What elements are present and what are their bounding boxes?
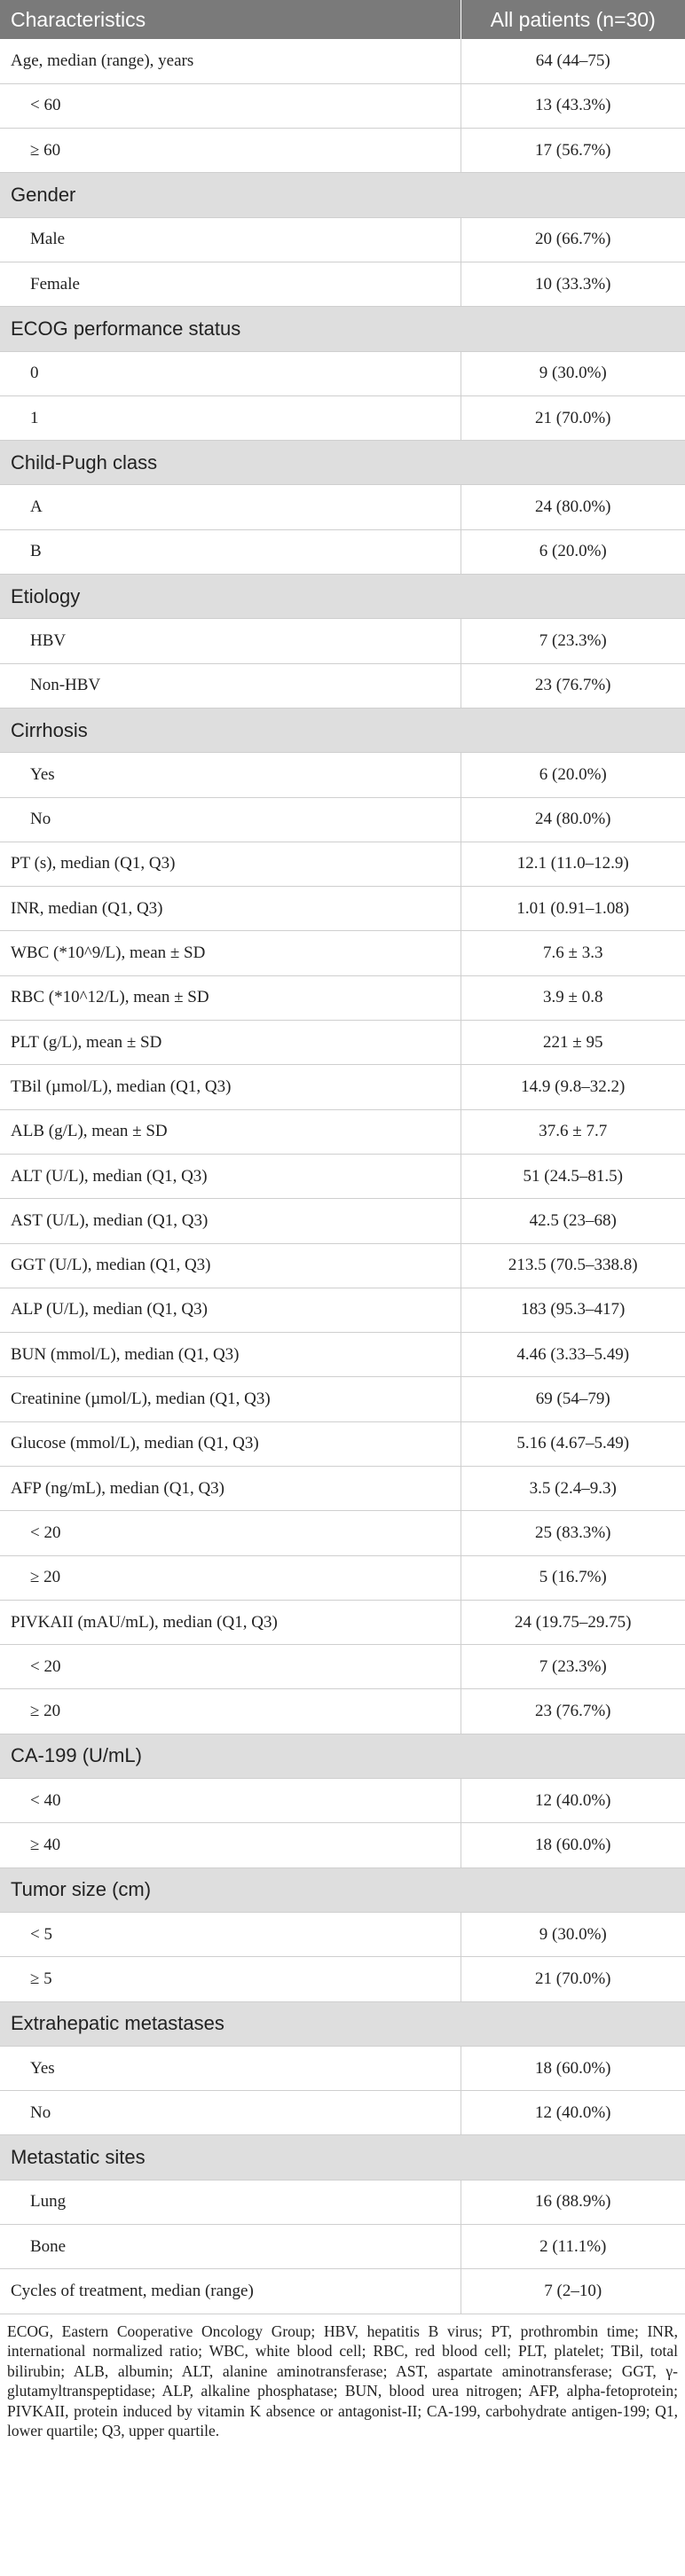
header-characteristics: Characteristics [0,0,461,39]
table-subrow [0,619,685,663]
row-value: 10 (33.3%) [461,262,685,306]
row-label: ≥ 20 [0,1555,461,1600]
table-row [0,1467,685,1511]
row-value: 12.1 (11.0–12.9) [461,842,685,886]
section-label: Child-Pugh class [0,441,461,485]
row-value: 7 (23.3%) [461,619,685,663]
table-subrow [0,2091,685,2135]
row-label: ALB (g/L), mean ± SD [0,1109,461,1154]
table-subrow [0,529,685,574]
section-header-row [0,173,685,217]
row-value: 5 (16.7%) [461,1555,685,1600]
section-header-row [0,1734,685,1778]
table-subrow [0,663,685,708]
row-value: 18 (60.0%) [461,2046,685,2090]
table-subrow [0,2046,685,2090]
row-label: Bone [0,2225,461,2269]
row-label: AST (U/L), median (Q1, Q3) [0,1199,461,1243]
row-label: B [0,529,461,574]
row-label: No [0,2091,461,2135]
row-value: 183 (95.3–417) [461,1288,685,1332]
row-value: 221 ± 95 [461,1021,685,1065]
table-body [0,39,685,2314]
row-label: GGT (U/L), median (Q1, Q3) [0,1243,461,1288]
row-value: 4.46 (3.33–5.49) [461,1333,685,1377]
table-row [0,1333,685,1377]
header-all-patients: All patients (n=30) [490,7,656,31]
row-value: 51 (24.5–81.5) [461,1154,685,1198]
table-subrow [0,351,685,395]
table-row [0,1421,685,1466]
row-label: Yes [0,753,461,797]
section-value-blank [461,441,685,485]
section-label: Etiology [0,575,461,619]
table-subrow [0,2225,685,2269]
row-value: 9 (30.0%) [461,1912,685,1956]
table-subrow [0,1779,685,1823]
row-label: Lung [0,2180,461,2224]
row-label: No [0,797,461,842]
row-label: < 60 [0,83,461,128]
row-value: 7 (23.3%) [461,1645,685,1689]
row-value: 23 (76.7%) [461,1689,685,1734]
section-value-blank [461,708,685,752]
row-label: HBV [0,619,461,663]
row-label: Creatinine (µmol/L), median (Q1, Q3) [0,1377,461,1421]
row-label: PIVKAII (mAU/mL), median (Q1, Q3) [0,1600,461,1644]
section-header-row [0,2135,685,2180]
section-label: ECOG performance status [0,307,461,351]
section-label: Cirrhosis [0,708,461,752]
section-label: Metastatic sites [0,2135,461,2180]
section-header-row [0,575,685,619]
table-row [0,1154,685,1198]
row-label: ≥ 40 [0,1823,461,1867]
row-label: RBC (*10^12/L), mean ± SD [0,975,461,1020]
table-subrow [0,262,685,306]
row-value: 12 (40.0%) [461,2091,685,2135]
row-value: 7 (2–10) [461,2269,685,2314]
table-subrow [0,217,685,262]
table-row [0,39,685,83]
table-row [0,931,685,975]
row-label: Male [0,217,461,262]
row-value: 14.9 (9.8–32.2) [461,1065,685,1109]
section-header-row [0,708,685,752]
section-label: CA-199 (U/mL) [0,1734,461,1778]
section-label: Extrahepatic metastases [0,2001,461,2046]
table-subrow [0,129,685,173]
section-header-row [0,441,685,485]
row-value: 42.5 (23–68) [461,1199,685,1243]
row-label: ≥ 5 [0,1957,461,2001]
table-subrow [0,485,685,529]
table-subrow [0,1689,685,1734]
table-row [0,2269,685,2314]
section-label: Gender [0,173,461,217]
row-label: Non-HBV [0,663,461,708]
row-label: A [0,485,461,529]
row-label: < 40 [0,1779,461,1823]
table-row [0,1109,685,1154]
table-subrow [0,395,685,440]
table-subrow [0,797,685,842]
row-value: 25 (83.3%) [461,1511,685,1555]
table-row [0,1199,685,1243]
table-subrow [0,1823,685,1867]
row-label: PT (s), median (Q1, Q3) [0,842,461,886]
header-row [0,0,685,39]
row-label: PLT (g/L), mean ± SD [0,1021,461,1065]
row-value: 21 (70.0%) [461,1957,685,2001]
table-subrow [0,83,685,128]
table-subrow [0,753,685,797]
table-subrow [0,2180,685,2224]
row-value: 69 (54–79) [461,1377,685,1421]
row-value: 18 (60.0%) [461,1823,685,1867]
row-label: Yes [0,2046,461,2090]
row-value: 24 (80.0%) [461,797,685,842]
row-value: 17 (56.7%) [461,129,685,173]
section-value-blank [461,307,685,351]
row-label: < 5 [0,1912,461,1956]
row-value: 3.9 ± 0.8 [461,975,685,1020]
row-label: ≥ 20 [0,1689,461,1734]
row-label: < 20 [0,1645,461,1689]
section-value-blank [461,173,685,217]
row-value: 213.5 (70.5–338.8) [461,1243,685,1288]
row-label: Female [0,262,461,306]
row-value: 3.5 (2.4–9.3) [461,1467,685,1511]
section-header-row [0,2001,685,2046]
row-value: 37.6 ± 7.7 [461,1109,685,1154]
row-label: TBil (µmol/L), median (Q1, Q3) [0,1065,461,1109]
row-value: 6 (20.0%) [461,529,685,574]
table-subrow [0,1555,685,1600]
row-label: WBC (*10^9/L), mean ± SD [0,931,461,975]
row-label: Age, median (range), years [0,39,461,83]
table-row [0,1065,685,1109]
row-value: 7.6 ± 3.3 [461,931,685,975]
row-label: ALP (U/L), median (Q1, Q3) [0,1288,461,1332]
table-subrow [0,1645,685,1689]
section-value-blank [461,2135,685,2180]
table-row [0,1288,685,1332]
section-value-blank [461,575,685,619]
row-value: 23 (76.7%) [461,663,685,708]
row-label: 1 [0,395,461,440]
row-label: < 20 [0,1511,461,1555]
table-row [0,1243,685,1288]
row-value: 21 (70.0%) [461,395,685,440]
row-value: 12 (40.0%) [461,1779,685,1823]
section-header-row [0,1867,685,1912]
section-label: Tumor size (cm) [0,1867,461,1912]
row-label: INR, median (Q1, Q3) [0,887,461,931]
row-label: Glucose (mmol/L), median (Q1, Q3) [0,1421,461,1466]
row-value: 24 (19.75–29.75) [461,1600,685,1644]
section-value-blank [461,1734,685,1778]
table-footnote: ECOG, Eastern Cooperative Oncology Group; HBV, hepatitis B virus; PT, prothrombin time; INR, international normalized ratio; WBC, white blood cell; RBC, red blood cell; PLT, platelet; TBil, total bilirubin; ALB, albumin; ALT, alanine aminotransferase; AST, aspartate aminotransferase; GGT, γ-glutamyltranspeptidase; ALP, alkaline phosphatase; BUN, blood urea nitrogen; AFP, alpha-fetoprotein; PIVKAII, protein induced by vitamin K absence or antagonist-II; CA-199, carbohydrate antigen-199; Q1, lower quartile; Q3, upper quartile. [7,2322,678,2440]
row-value: 13 (43.3%) [461,83,685,128]
table-subrow [0,1912,685,1956]
row-value: 5.16 (4.67–5.49) [461,1421,685,1466]
table-row [0,887,685,931]
row-label: 0 [0,351,461,395]
row-value: 64 (44–75) [461,39,685,83]
row-label: AFP (ng/mL), median (Q1, Q3) [0,1467,461,1511]
row-label: ALT (U/L), median (Q1, Q3) [0,1154,461,1198]
row-label: ≥ 60 [0,129,461,173]
row-value: 2 (11.1%) [461,2225,685,2269]
row-value: 24 (80.0%) [461,485,685,529]
row-value: 9 (30.0%) [461,351,685,395]
table-subrow [0,1957,685,2001]
section-header-row [0,307,685,351]
section-value-blank [461,1867,685,1912]
row-label: Cycles of treatment, median (range) [0,2269,461,2314]
row-value: 1.01 (0.91–1.08) [461,887,685,931]
table-row [0,1021,685,1065]
table-header [0,0,685,39]
table-subrow [0,1511,685,1555]
row-value: 16 (88.9%) [461,2180,685,2224]
row-value: 6 (20.0%) [461,753,685,797]
section-value-blank [461,2001,685,2046]
table-row [0,975,685,1020]
table-row [0,1377,685,1421]
table-row [0,842,685,886]
table-row [0,1600,685,1644]
row-label: BUN (mmol/L), median (Q1, Q3) [0,1333,461,1377]
row-value: 20 (66.7%) [461,217,685,262]
